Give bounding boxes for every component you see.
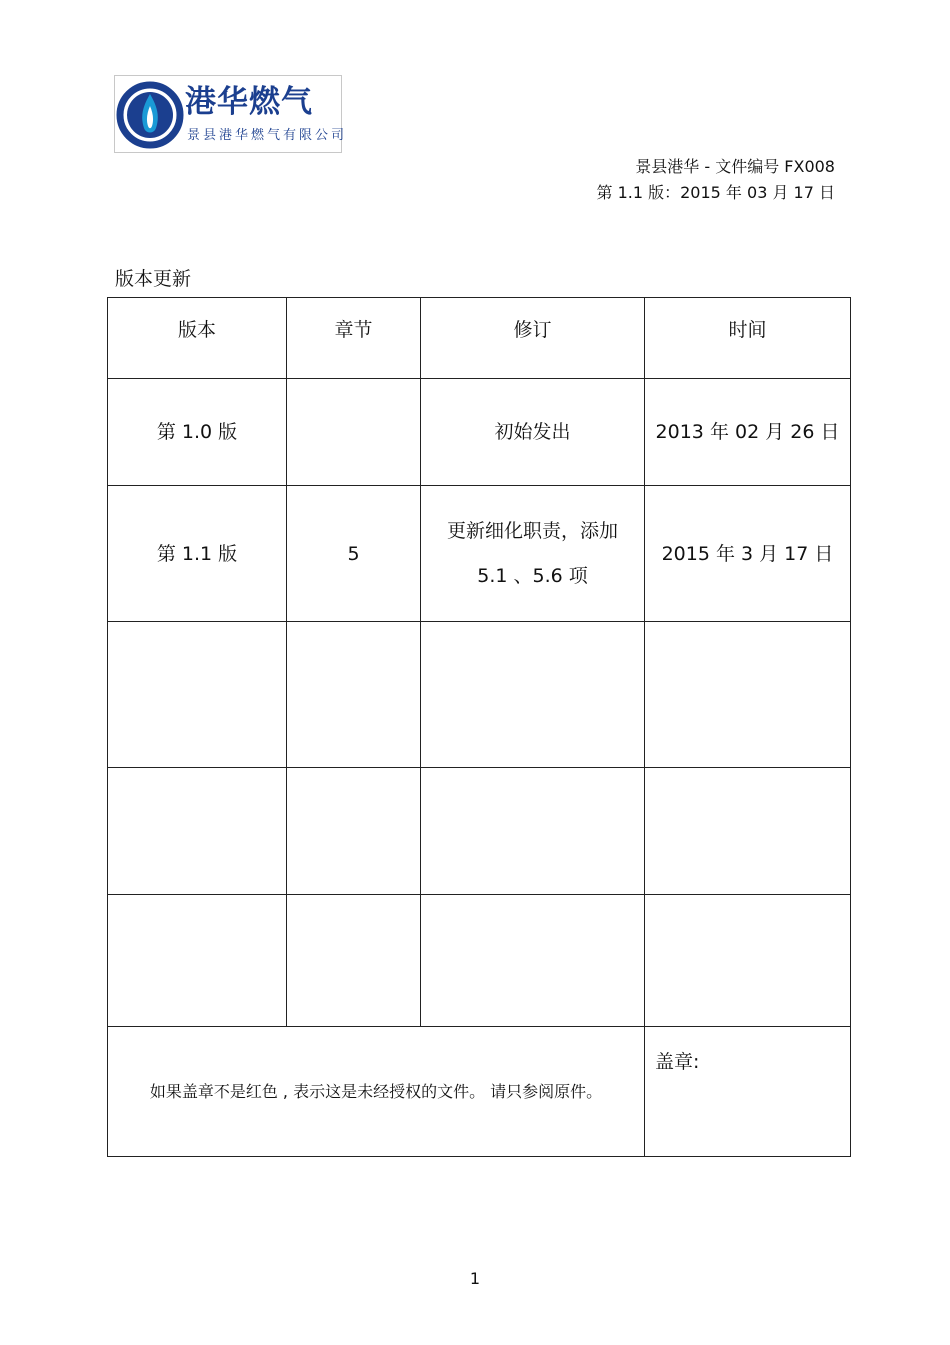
table-footer-row <box>108 1027 851 1157</box>
table-row-empty <box>108 622 851 768</box>
authorization-notice: 如果盖章不是红色 , 表示这是未经授权的文件。 请只参阅原件。 <box>108 1027 645 1157</box>
column-header-chapter: 章节 <box>287 298 421 379</box>
page-number: 1 <box>469 1269 481 1288</box>
column-header-version: 版本 <box>108 298 287 379</box>
seal-label: 盖章: <box>645 1027 851 1157</box>
logo-company-name: 景县港华燃气有限公司 <box>187 128 348 143</box>
cell-date: 2013 年 02 月 26 日 <box>645 379 851 486</box>
table-row-empty <box>108 768 851 895</box>
version-date: 第 1.1 版：2015 年 03 月 17 日 <box>596 183 835 202</box>
revision-table <box>107 297 851 1157</box>
cell-version: 第 1.1 版 <box>108 486 287 622</box>
cell-chapter: 5 <box>287 486 421 622</box>
document-number: 景县港华 - 文件编号 FX008 <box>635 157 835 176</box>
cell-revision <box>421 379 645 486</box>
column-header-date: 时间 <box>645 298 851 379</box>
table-header-row <box>108 298 851 379</box>
table-row <box>108 379 851 486</box>
column-header-revision: 修订 <box>421 298 645 379</box>
cell-revision-line: 5.1 、5.6 项 <box>477 564 588 587</box>
section-title: 版本更新 <box>115 268 192 290</box>
cell-chapter <box>287 379 421 486</box>
cell-date: 2015 年 3 月 17 日 <box>645 486 851 622</box>
logo-brand-name: 港华燃气 <box>185 84 313 120</box>
cell-revision-line: 初始发出 <box>494 420 571 443</box>
cell-revision-line: 更新细化职责，添加 <box>446 519 618 542</box>
company-logo <box>114 75 348 153</box>
cell-version: 第 1.0 版 <box>108 379 287 486</box>
document-header <box>597 154 836 206</box>
table-row <box>108 486 851 622</box>
flame-logo-icon <box>115 76 185 152</box>
table-row-empty <box>108 895 851 1027</box>
cell-revision <box>421 486 645 622</box>
